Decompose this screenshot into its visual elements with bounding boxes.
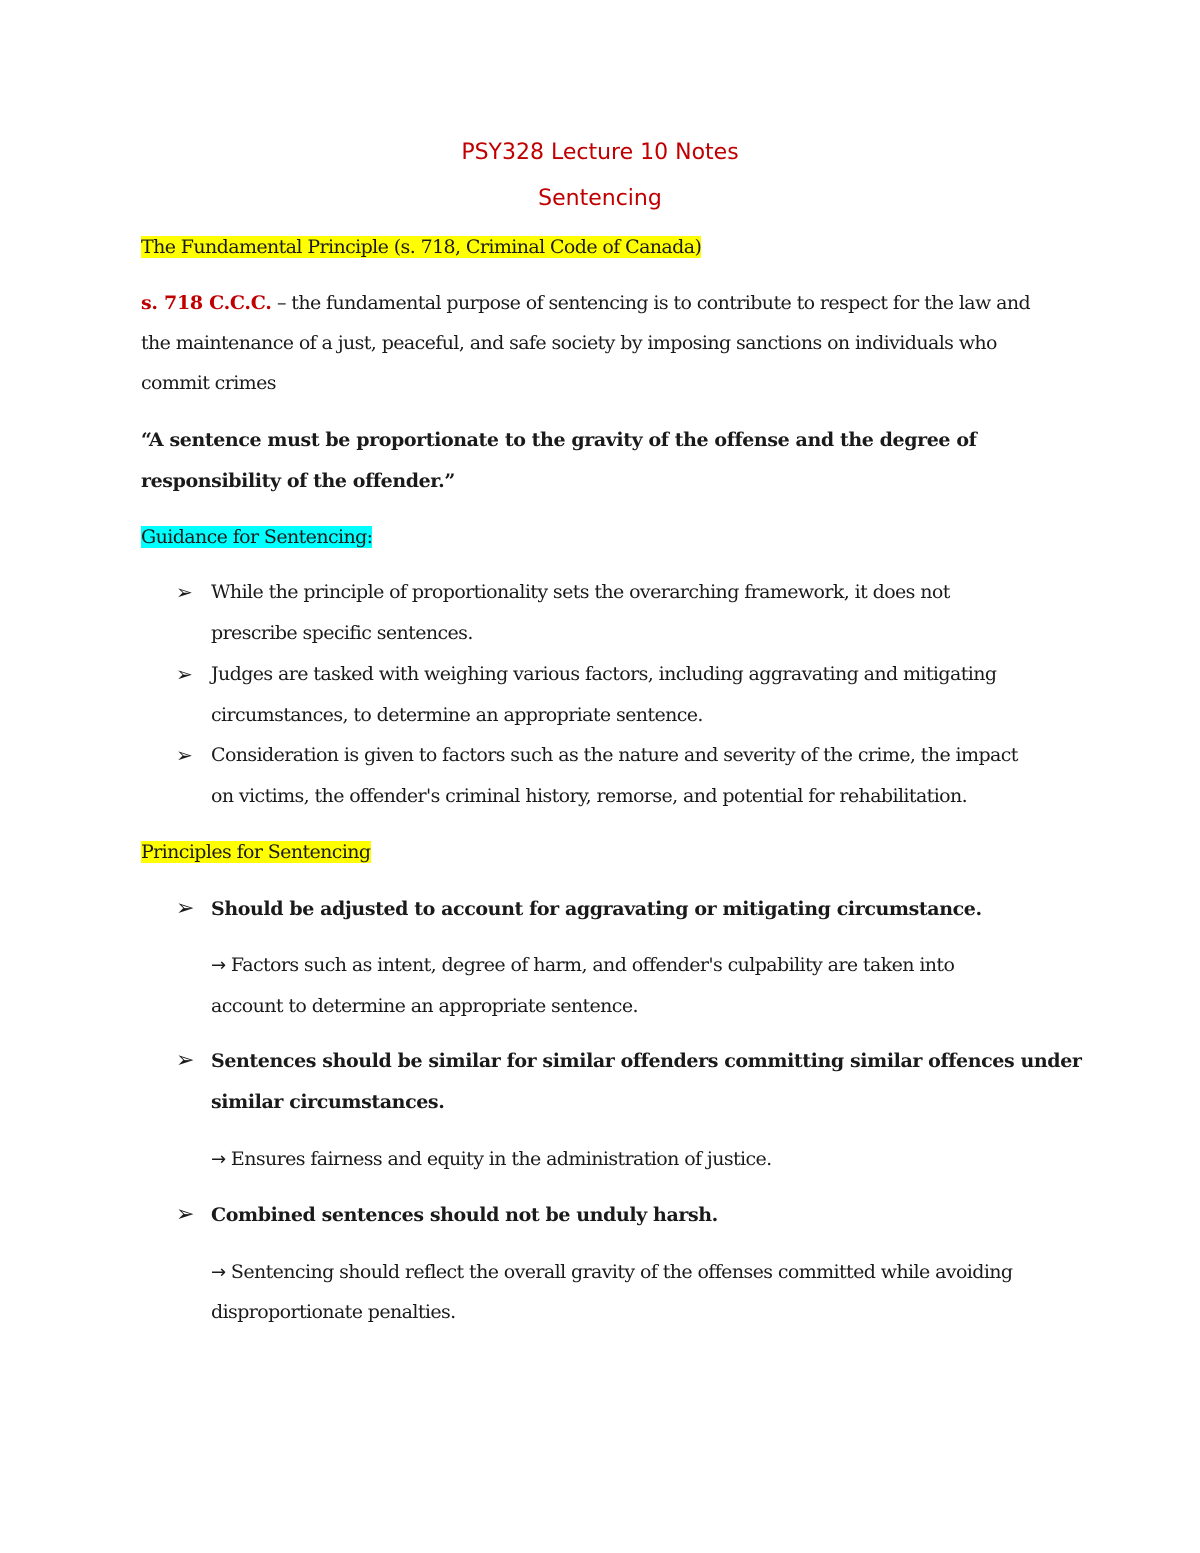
guidance-heading-text: Guidance for Sentencing: <box>141 526 373 548</box>
principle-3-detail-text: Sentencing should reflect the overall gravity of the offenses committed while avoiding <box>225 1261 1013 1283</box>
principle-1-detail-text: Factors such as intent, degree of harm, and offender's culpability are taken into <box>225 954 955 976</box>
fundamental-text-line-2: the maintenance of a just, peaceful, and safe society by imposing sanctions on individuals who <box>141 332 997 354</box>
quote-line-1: “A sentence must be proportionate to the gravity of the offense and the degree of <box>141 429 977 451</box>
right-arrow-icon: → <box>211 1149 226 1170</box>
principle-2-title-line-2: similar circumstances. <box>211 1091 445 1113</box>
principle-1-detail-line-2: account to determine an appropriate sentence. <box>211 995 638 1017</box>
principle-2-detail-text: Ensures fairness and equity in the administration of justice. <box>225 1148 772 1170</box>
arrowhead-bullet-icon: ➢ <box>176 1048 195 1073</box>
guidance-item-2-line-2: circumstances, to determine an appropriate sentence. <box>211 704 703 726</box>
arrowhead-bullet-icon: ➢ <box>176 580 193 604</box>
quote-line-2: responsibility of the offender.” <box>141 470 455 492</box>
arrowhead-bullet-icon: ➢ <box>176 662 193 686</box>
document-title: PSY328 Lecture 10 Notes <box>461 140 739 165</box>
arrowhead-bullet-icon: ➢ <box>176 1202 195 1227</box>
statute-citation: s. 718 C.C.C. <box>141 292 272 314</box>
guidance-item-3-line-2: on victims, the offender's criminal history, remorse, and potential for rehabilitation. <box>211 785 968 807</box>
fundamental-text-line-3: commit crimes <box>141 372 276 394</box>
principle-1-detail-line-1 <box>211 951 954 980</box>
fundamental-heading <box>141 233 701 261</box>
principles-heading-text: Principles for Sentencing <box>141 841 371 863</box>
right-arrow-icon: → <box>211 955 226 976</box>
principle-2-detail-line-1 <box>211 1145 772 1174</box>
guidance-item-3-line-1: Consideration is given to factors such as the nature and severity of the crime, the impact <box>211 744 1018 766</box>
guidance-item-2-line-1: Judges are tasked with weighing various factors, including aggravating and mitigating <box>211 663 997 685</box>
guidance-item-1-line-2: prescribe specific sentences. <box>211 622 473 644</box>
principle-2-title-line-1: Sentences should be similar for similar offenders committing similar offences under <box>211 1050 1082 1072</box>
document-subtitle: Sentencing <box>538 186 662 211</box>
principle-1-title: Should be adjusted to account for aggravating or mitigating circumstance. <box>211 898 982 920</box>
fundamental-text-line-1 <box>141 289 1030 317</box>
fundamental-heading-text: The Fundamental Principle (s. 718, Criminal Code of Canada) <box>141 236 702 258</box>
principle-3-detail-line-2: disproportionate penalties. <box>211 1301 456 1323</box>
principle-3-detail-line-1 <box>211 1258 1013 1287</box>
guidance-item-1-line-1: While the principle of proportionality sets the overarching framework, it does not <box>211 581 950 603</box>
arrowhead-bullet-icon: ➢ <box>176 896 195 921</box>
arrowhead-bullet-icon: ➢ <box>176 743 193 767</box>
principle-3-title: Combined sentences should not be unduly harsh. <box>211 1204 718 1226</box>
right-arrow-icon: → <box>211 1262 226 1283</box>
fundamental-text-1: – the fundamental purpose of sentencing is to contribute to respect for the law and <box>271 292 1031 314</box>
guidance-heading <box>141 523 372 551</box>
principles-heading <box>141 838 371 866</box>
